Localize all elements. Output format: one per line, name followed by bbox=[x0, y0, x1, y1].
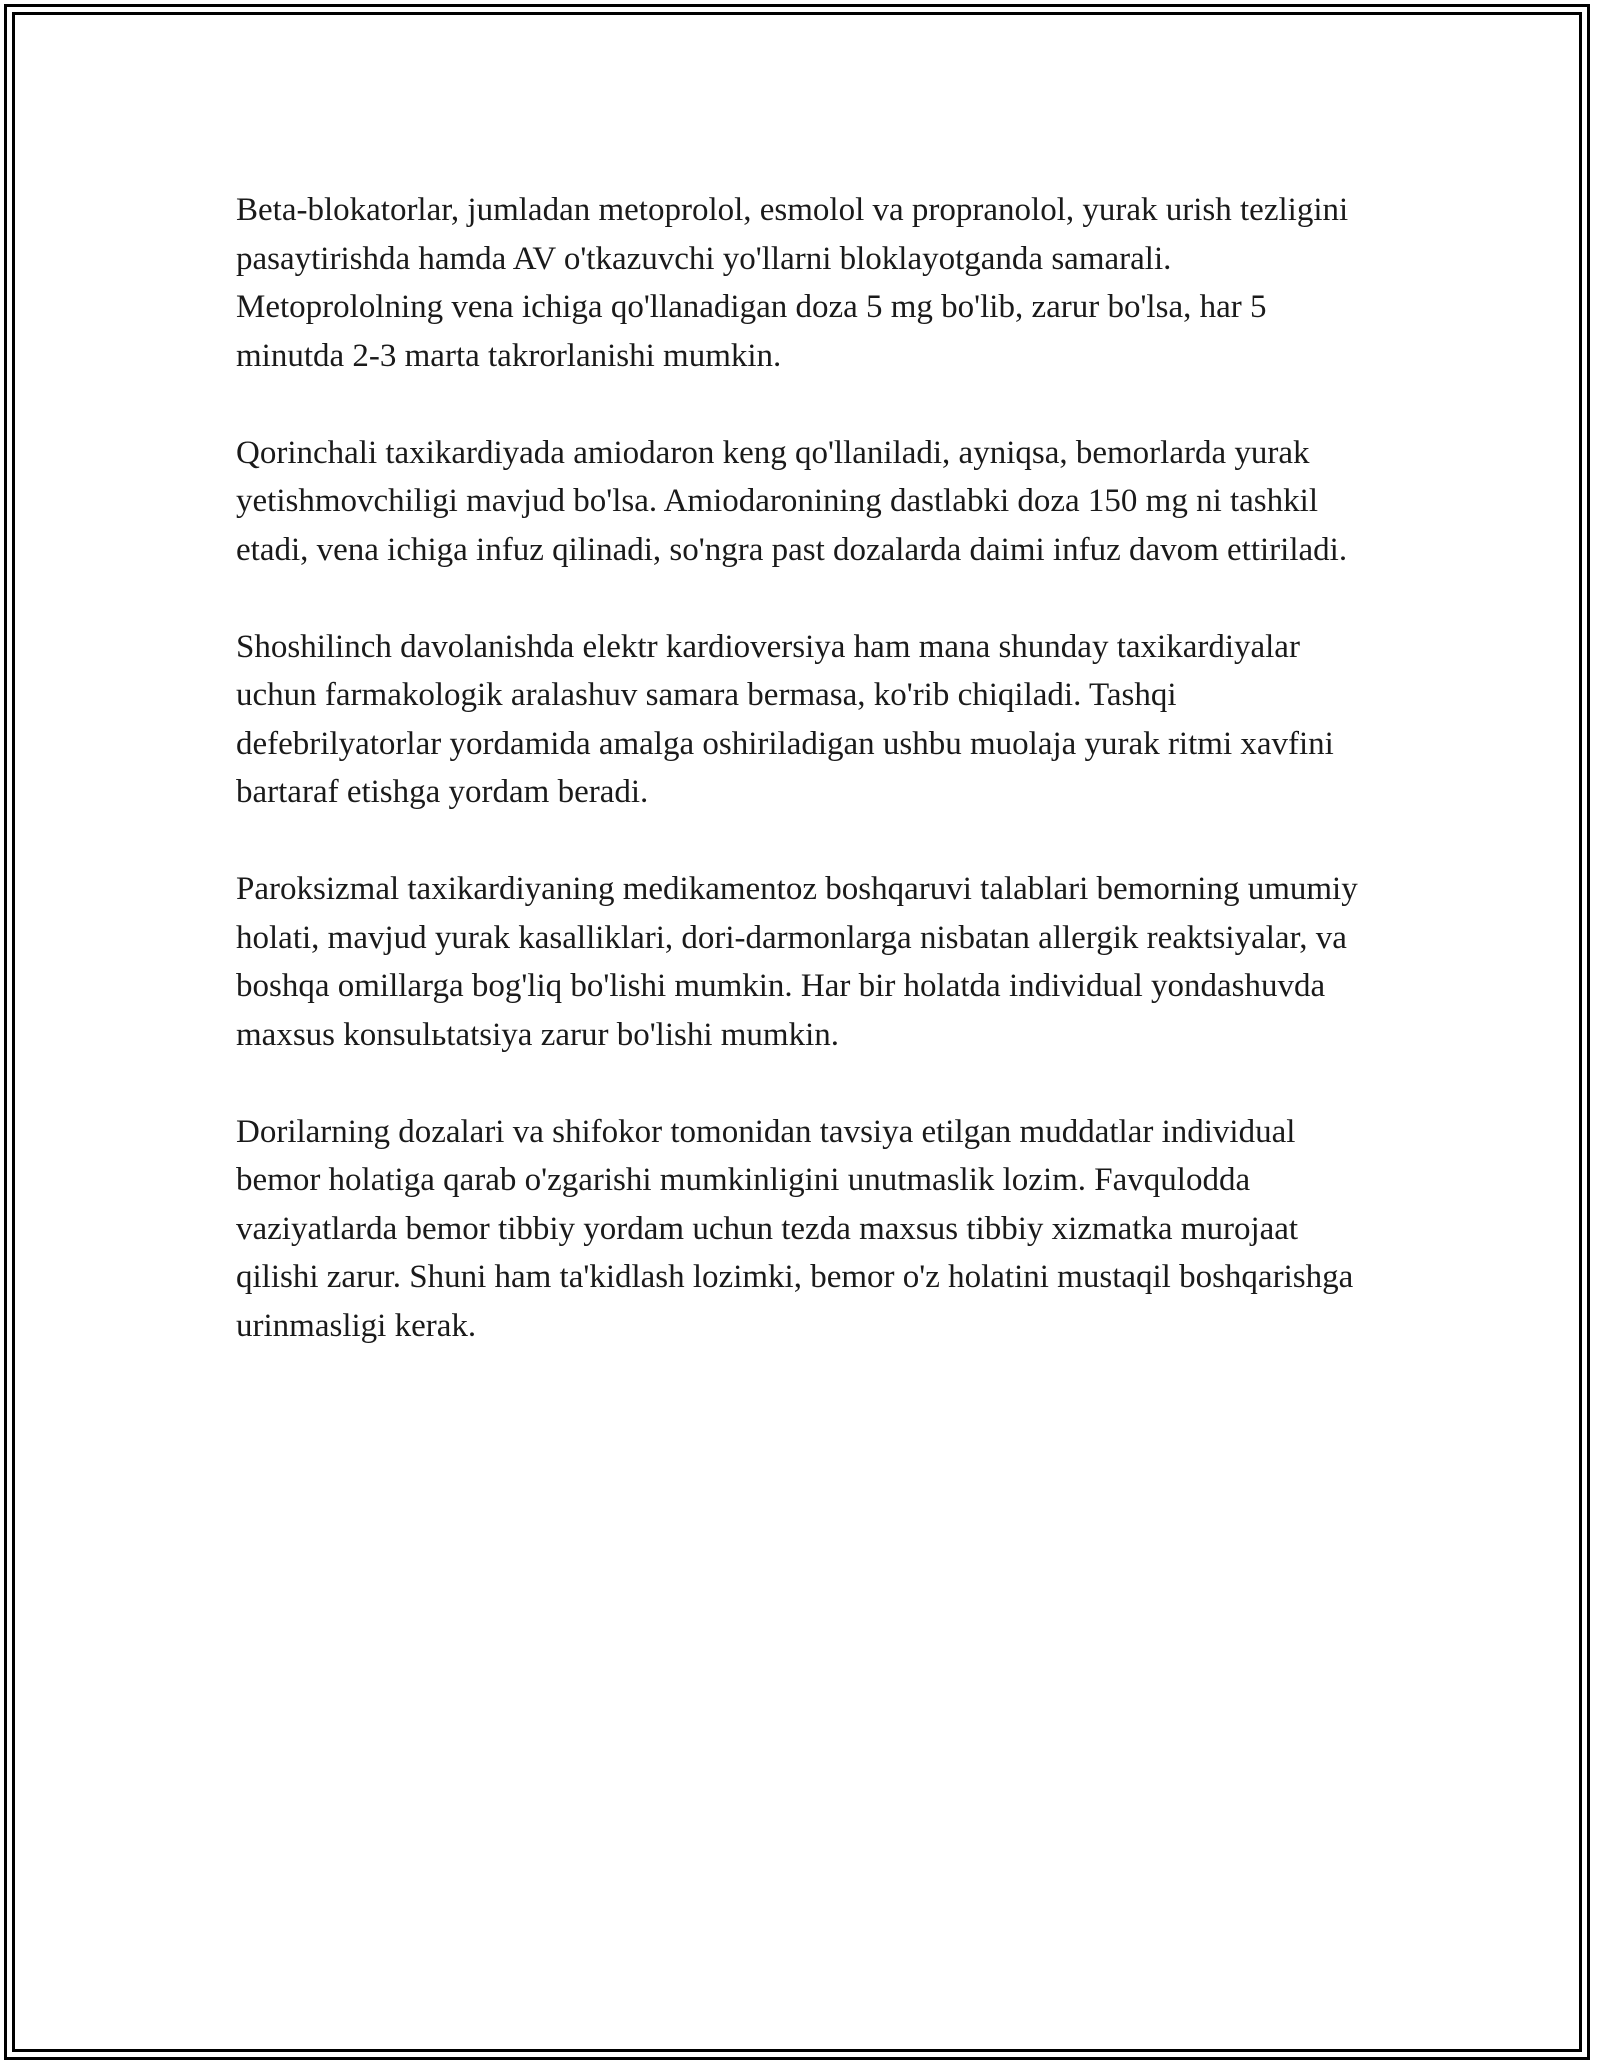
paragraph-dosage-warning: Dorilarning dozalari va shifokor tomonidan tavsiya etilgan muddatlar individual bemor holatiga qarab o'zgarishi mumkinligini unutmaslik lozim. Favqulodda vaziyatlarda bemor tibbiy yordam uchun tezda maxsus tibbiy xizmatka murojaat qilishi zarur. Shuni ham ta'kidlash lozimki, bemor o'z holatini mustaqil boshqarishga urinmasligi kerak. bbox=[236, 1113, 1354, 1344]
document-body bbox=[236, 186, 1376, 1399]
paragraph-beta-blockers: Beta-blokatorlar, jumladan metoprolol, esmolol va propranolol, yurak urish tezligini pasaytirishda hamda AV o'tkazuvchi yo'llarni bloklayotganda samarali. Metoprololning vena ichiga qo'llanadigan doza 5 mg bo'lib, zarur bo'lsa, har 5 minutda 2-3 marta takrorlanishi mumkin. bbox=[236, 192, 1349, 374]
paragraph-cardioversion: Shoshilinch davolanishda elektr kardioversiya ham mana shunday taxikardiyalar uchun farmakologik aralashuv samara bermasa, ko'rib chiqiladi. Tashqi defebrilyatorlar yordamida amalga oshiriladigan ushbu muolaja yurak ritmi xavfini bartaraf etishga yordam beradi. bbox=[236, 628, 1334, 810]
paragraph-medical-management: Paroksizmal taxikardiyaning medikamentoz boshqaruvi talablari bemorning umumiy holati, mavjud yurak kasalliklari, dori-darmonlarga nisbatan allergik reaktsiyalar, va boshqa omillarga bog'liq bo'lishi mumkin. Har bir holatda individual yondashuvda maxsus konsulьtatsiya zarur bo'lishi mumkin. bbox=[236, 871, 1358, 1053]
paragraph-amiodarone: Qorinchali taxikardiyada amiodaron keng qo'llaniladi, ayniqsa, bemorlarda yurak yetishmovchiligi mavjud bo'lsa. Amiodaronining dastlabki doza 150 mg ni tashkil etadi, vena ichiga infuz qilinadi, so'ngra past dozalarda daimi infuz davom ettiriladi. bbox=[236, 434, 1348, 568]
